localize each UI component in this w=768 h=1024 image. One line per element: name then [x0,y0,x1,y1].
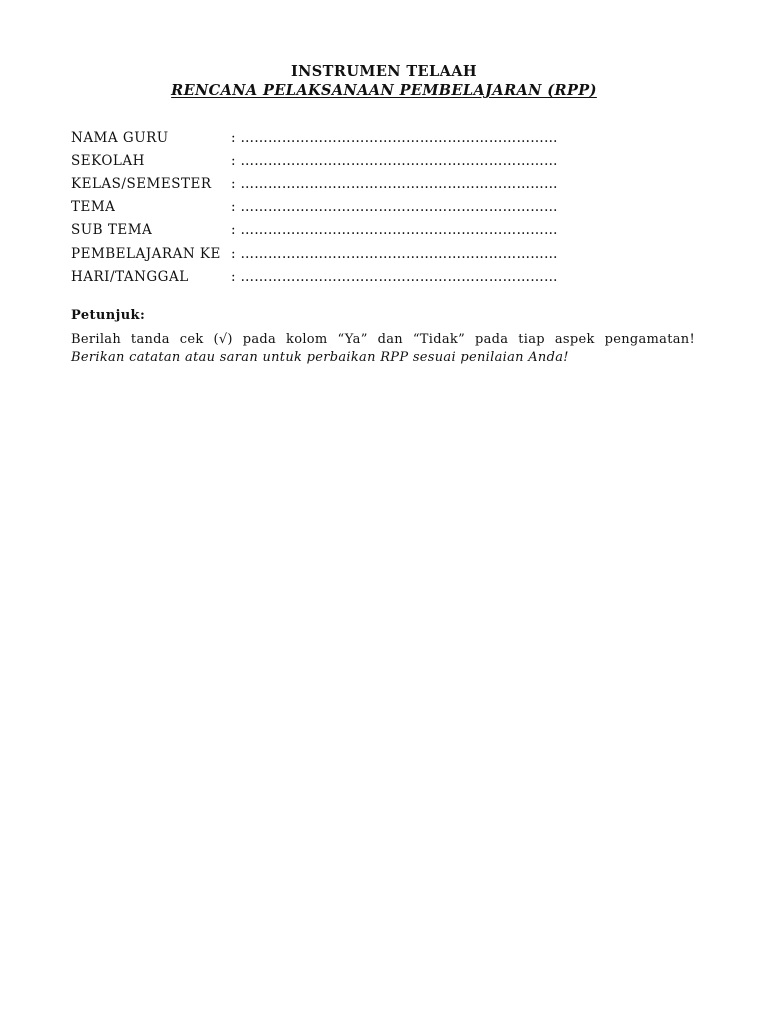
field-nama-guru [71,126,631,149]
title-main: INSTRUMEN TELAAH [290,63,478,80]
field-label: PEMBELAJARAN KE [71,245,221,262]
field-kelas-semester [71,172,631,195]
instructions-heading: Petunjuk: [71,308,146,323]
title-subtitle: RENCANA PELAKSANAAN PEMBELAJARAN (RPP) [171,82,597,99]
field-blank: : …………………………………………………………… [231,129,558,146]
field-sub-tema [71,219,631,242]
field-label: HARI/TANGGAL [71,268,189,285]
field-blank: : …………………………………………………………… [231,175,558,192]
field-tema [71,196,631,219]
field-label: SUB TEMA [71,222,153,239]
field-pembelajaran-ke [71,242,631,265]
instructions-text-line1: Berilah tanda cek (√) pada kolom “Ya” dan “Tidak” pada tiap aspek pengamatan! [71,332,695,347]
instructions-section [71,306,695,367]
field-hari-tanggal [71,265,631,288]
field-blank: : …………………………………………………………… [231,245,558,262]
instructions-text-line2: Berikan catatan atau saran untuk perbaikan RPP sesuai penilaian Anda! [71,350,569,365]
field-label: KELAS/SEMESTER [71,175,212,192]
field-label: NAMA GURU [71,129,169,146]
field-blank: : …………………………………………………………… [231,268,558,285]
field-blank: : …………………………………………………………… [231,222,558,239]
field-blank: : …………………………………………………………… [231,152,558,169]
document-title [0,62,768,100]
field-label: SEKOLAH [71,152,145,169]
field-label: TEMA [71,199,116,216]
field-blank: : …………………………………………………………… [231,199,558,216]
identity-fields [71,126,631,288]
field-sekolah [71,149,631,172]
